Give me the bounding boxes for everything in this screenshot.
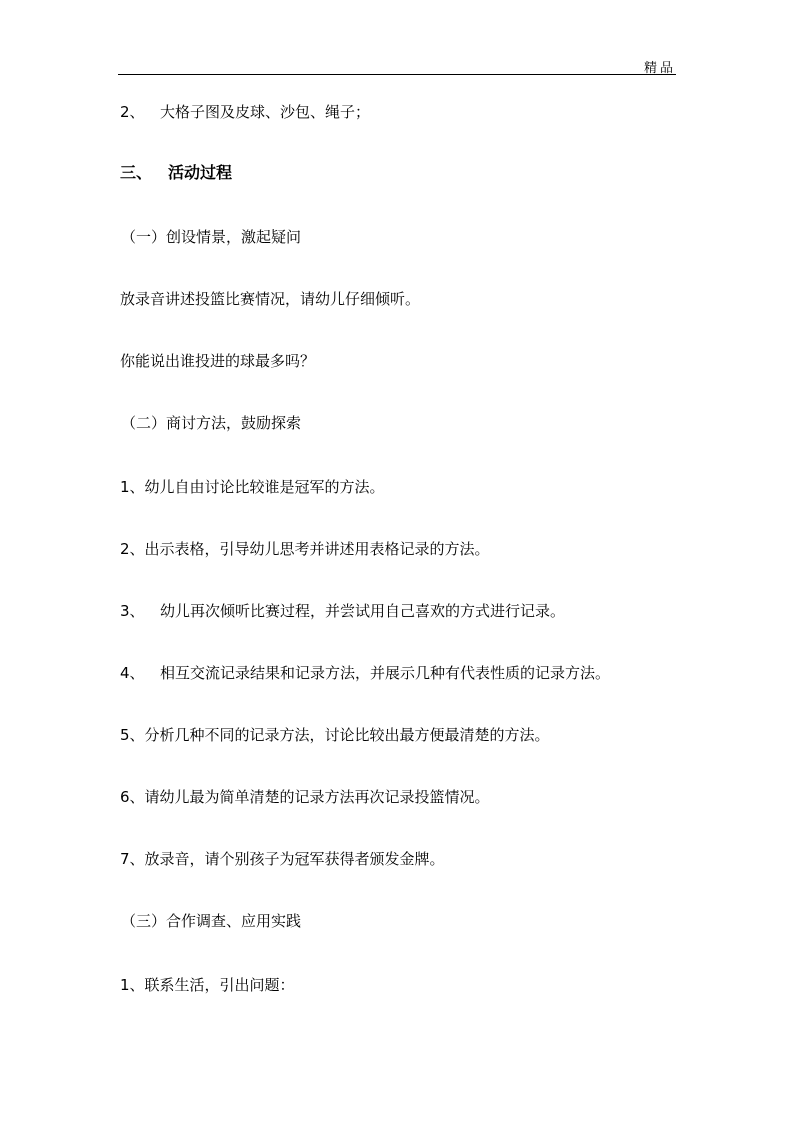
section-number: 三、: [120, 163, 153, 182]
subsection-heading: （二）商讨方法，鼓励探索: [121, 414, 302, 432]
step-item: 2、出示表格，引导幼儿思考并讲述用表格记录的方法。: [120, 540, 490, 558]
page-header-label: 精品: [644, 61, 677, 76]
item-number: 3、: [120, 602, 145, 620]
item-text: 幼儿再次倾听比赛过程，并尝试用自己喜欢的方式进行记录。: [160, 602, 566, 620]
header-divider: [118, 74, 676, 75]
step-item: 7、放录音，请个别孩子为冠军获得者颁发金牌。: [120, 850, 445, 868]
step-item: 1、联系生活，引出问题：: [120, 976, 295, 994]
step-item: [120, 663, 610, 683]
step-item: 6、请幼儿最为简单清楚的记录方法再次记录投篮情况。: [120, 788, 490, 806]
step-item: 1、幼儿自由讨论比较谁是冠军的方法。: [120, 478, 385, 496]
section-heading: [120, 163, 232, 183]
step-item: [120, 601, 565, 621]
item-number: 2、: [120, 103, 145, 121]
item-text: 大格子图及皮球、沙包、绳子；: [160, 103, 371, 121]
subsection-heading: （三）合作调查、应用实践: [121, 912, 302, 930]
paragraph: 你能说出谁投进的球最多吗？: [120, 352, 316, 370]
section-title: 活动过程: [168, 163, 233, 182]
material-item: [120, 102, 370, 122]
subsection-heading: （一）创设情景，激起疑问: [121, 228, 302, 246]
item-number: 4、: [120, 664, 145, 682]
step-item: 5、分析几种不同的记录方法，讨论比较出最方便最清楚的方法。: [120, 726, 550, 744]
item-text: 相互交流记录结果和记录方法，并展示几种有代表性质的记录方法。: [160, 664, 611, 682]
paragraph: 放录音讲述投篮比赛情况，请幼儿仔细倾听。: [120, 290, 421, 308]
